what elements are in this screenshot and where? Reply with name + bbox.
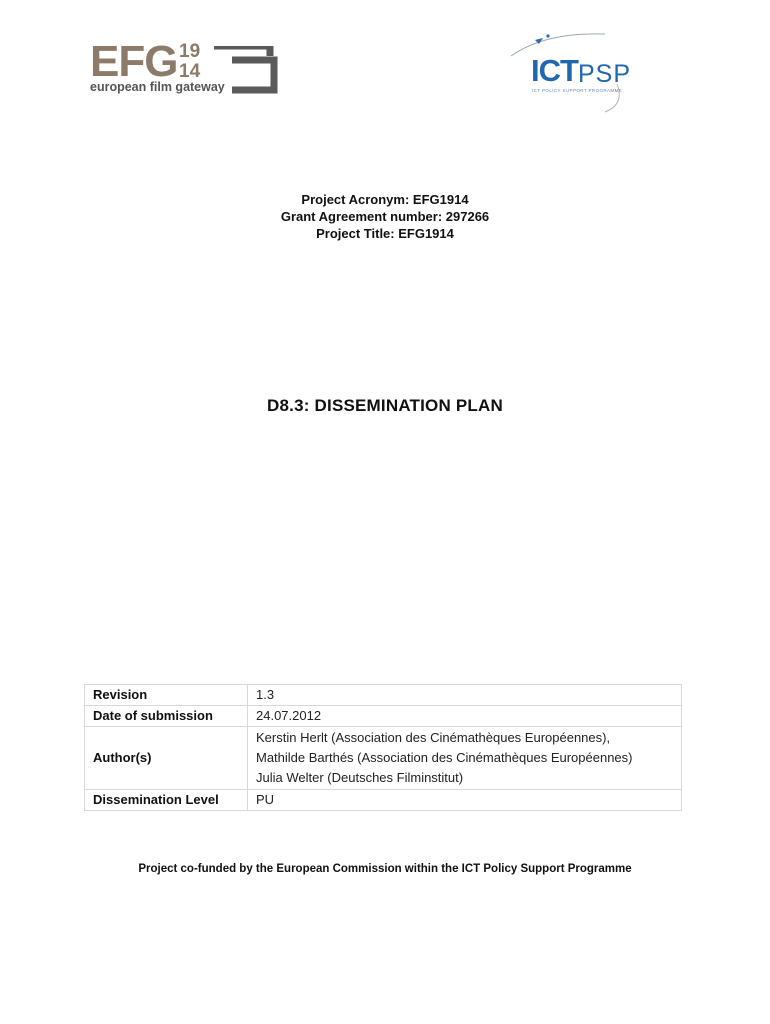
table-row (85, 790, 682, 811)
efg-logo-tagline: european film gateway (90, 80, 225, 94)
date-label: Date of submission (85, 706, 248, 727)
efg-logo-number-bottom: 14 (179, 61, 201, 82)
authors-label: Author(s) (85, 727, 248, 790)
project-title: Project Title: EFG1914 (316, 226, 454, 241)
table-row (85, 685, 682, 706)
grant-agreement-number: Grant Agreement number: 297266 (280, 209, 490, 224)
efg-logo-number-top: 19 (179, 41, 201, 62)
dissemination-level-label: Dissemination Level (85, 790, 248, 811)
revision-label: Revision (85, 685, 248, 706)
efg-logo-letters: EFG (90, 37, 178, 86)
date-value: 24.07.2012 (248, 706, 682, 727)
revision-value: 1.3 (248, 685, 682, 706)
ict-logo-psp: PSP (578, 60, 632, 88)
table-row (85, 706, 682, 727)
author-entry: Mathilde Barthés (Association des Cinémathèques Européennes) (256, 750, 633, 765)
document-title: D8.3: DISSEMINATION PLAN (267, 396, 503, 415)
ict-logo-ict: ICT (531, 53, 578, 88)
ict-logo-subtitle: ICT POLICY SUPPORT PROGRAMME (532, 88, 623, 93)
author-entry: Julia Welter (Deutsches Filminstitut) (256, 770, 464, 785)
project-acronym: Project Acronym: EFG1914 (301, 192, 469, 207)
efg-logo (90, 37, 285, 102)
ict-psp-logo (505, 26, 645, 116)
document-meta-table (84, 684, 682, 811)
funding-note: Project co-funded by the European Commission within the ICT Policy Support Programme (138, 863, 632, 875)
project-info (0, 191, 770, 242)
dissemination-level-value: PU (248, 790, 682, 811)
authors-value (248, 727, 682, 790)
table-row (85, 727, 682, 790)
author-entry: Kerstin Herlt (Association des Cinémathèques Européennes), (256, 730, 611, 745)
